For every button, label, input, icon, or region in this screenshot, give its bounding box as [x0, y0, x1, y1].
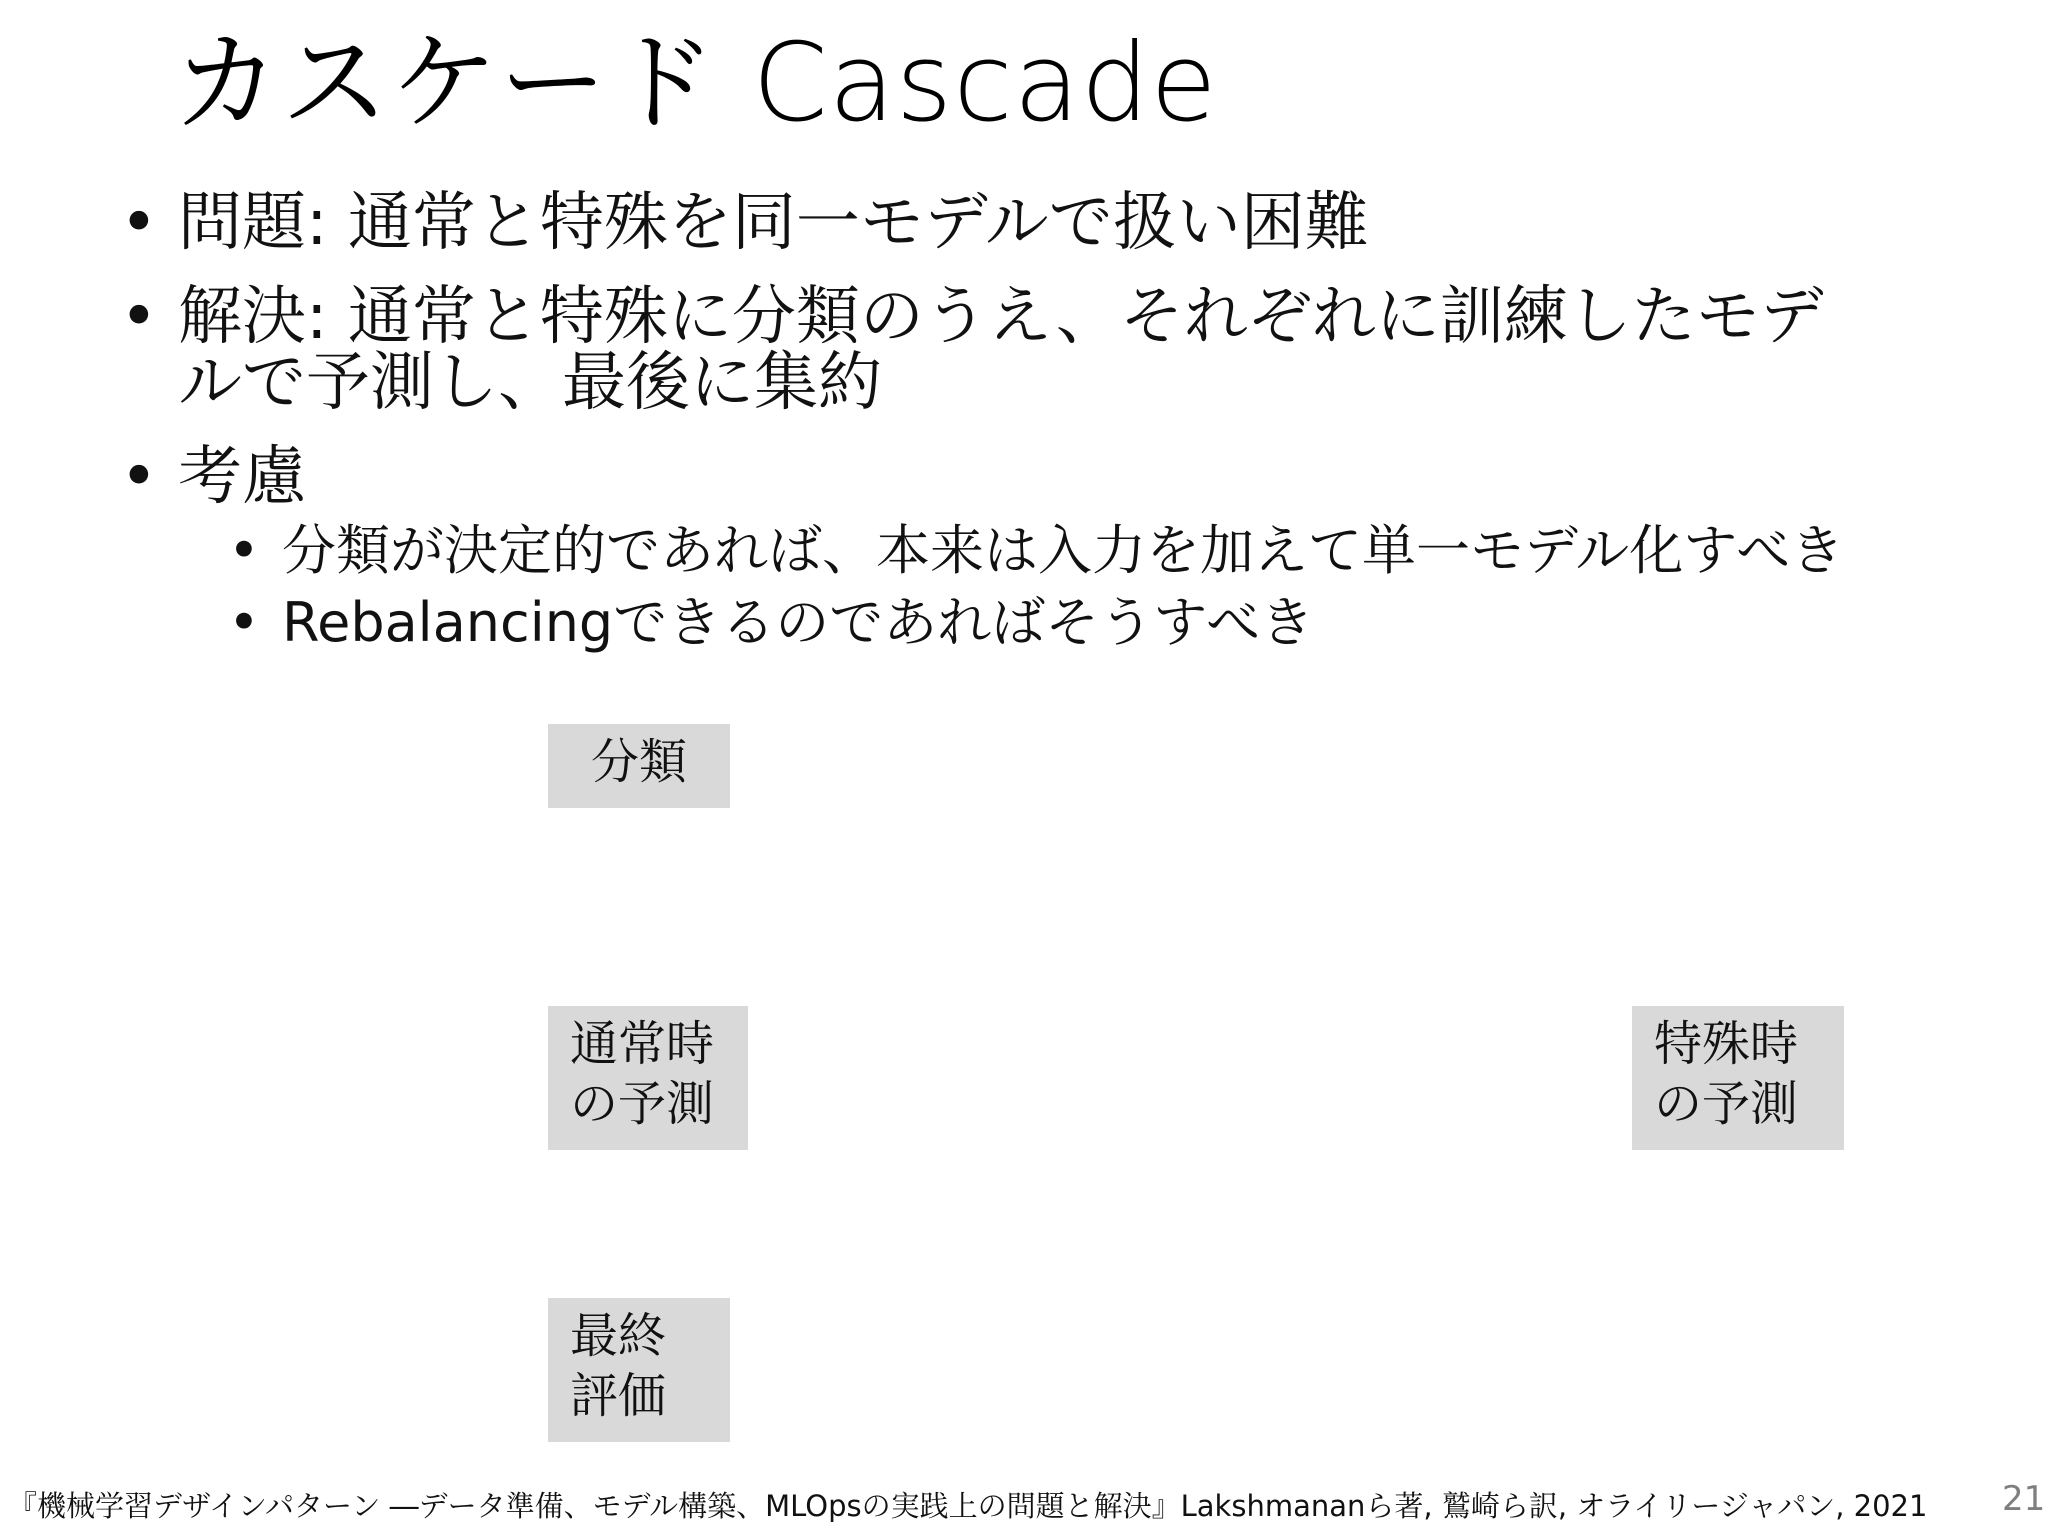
- bullet-text: 問題: 通常と特殊を同一モデルで扱い困難: [178, 186, 1369, 260]
- bullet-text: 考慮: [178, 440, 306, 514]
- sub-bullet-text: 分類が決定的であれば、本来は入力を加えて単一モデル化すべき: [282, 519, 1845, 582]
- bullet-dot-icon: •: [120, 440, 158, 514]
- citation-footer: 『機械学習デザインパターン ―データ準備、モデル構築、MLOpsの実践上の問題と解決』Lakshmananら著, 鷲崎ら訳, オライリージャパン, 2021: [8, 1489, 1928, 1523]
- bullet-text-continuation: ルで予測し、最後に集約: [178, 346, 882, 420]
- bullet-text: 解決: 通常と特殊に分類のうえ、それぞれに訓練したモデ: [178, 280, 1824, 354]
- bullet-dot-icon: •: [120, 186, 158, 260]
- bullet-dot-icon: •: [228, 591, 260, 654]
- classify-box: 分類: [548, 724, 730, 808]
- bullet-dot-icon: •: [120, 280, 158, 354]
- normal-prediction-box: 通常時 の予測: [548, 1006, 748, 1150]
- page-number: 21: [2002, 1479, 2046, 1519]
- sub-bullet-text: Rebalancingできるのであればそうすべき: [282, 591, 1315, 654]
- special-prediction-box: 特殊時 の予測: [1632, 1006, 1844, 1150]
- slide-title: カスケード Cascade: [172, 21, 1218, 146]
- final-evaluation-box: 最終 評価: [548, 1298, 730, 1442]
- bullet-dot-icon: •: [228, 519, 260, 582]
